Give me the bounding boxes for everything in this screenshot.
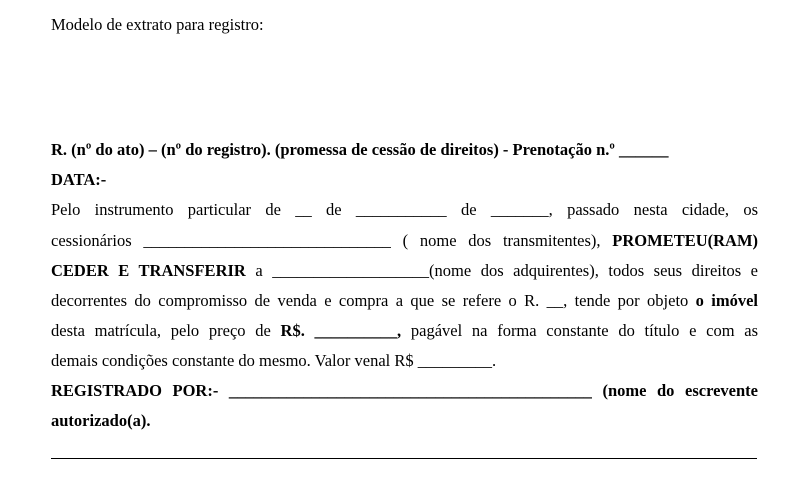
body-line-3 bbox=[51, 261, 758, 281]
heading bbox=[51, 140, 758, 160]
l1-word: cidade, bbox=[681, 200, 730, 219]
body-line-1 bbox=[51, 200, 758, 220]
intro-text: Modelo de extrato para registro: bbox=[51, 15, 264, 34]
l1-word: Pelo bbox=[51, 200, 81, 219]
l1-blank: __ bbox=[295, 200, 312, 219]
registered-line bbox=[51, 381, 758, 401]
l4-text: decorrentes do compromisso de venda e compra a que se refere o R. __, tende por objeto bbox=[51, 291, 689, 310]
body-line-2 bbox=[51, 231, 758, 251]
l1-word: de bbox=[460, 200, 477, 219]
l1-word: de bbox=[265, 200, 281, 219]
l5-text: pagável na forma constante do título e com as bbox=[410, 321, 759, 340]
authorized-line bbox=[51, 411, 758, 431]
body-line-5 bbox=[51, 321, 758, 341]
l3-text: todos seus direitos e bbox=[608, 261, 758, 280]
date-label-text: DATA:- bbox=[51, 170, 107, 189]
l1-word: de bbox=[326, 200, 342, 219]
l5-bold: R$. __________, bbox=[280, 321, 402, 340]
l1-word: os bbox=[743, 200, 759, 219]
l2-word: cessionários bbox=[51, 231, 132, 250]
l2-bold: PROMETEU(RAM) bbox=[612, 231, 759, 250]
bottom-rule bbox=[51, 458, 757, 459]
l3-text: a ___________________(nome dos adquirentes), bbox=[255, 261, 599, 280]
l6-text: demais condições constante do mesmo. Valor venal R$ _________. bbox=[51, 351, 497, 370]
registered-text: REGISTRADO POR:- ____________________________________________ (nome do escrevente bbox=[51, 381, 758, 400]
l1-word: nesta bbox=[633, 200, 668, 219]
authorized-text: autorizado(a). bbox=[51, 411, 151, 430]
date-label bbox=[51, 170, 758, 190]
l1-word: particular bbox=[187, 200, 252, 219]
l2-blank: ______________________________ bbox=[143, 231, 391, 250]
l1-word: passado bbox=[567, 200, 620, 219]
l1-blank: _______, bbox=[490, 200, 553, 219]
l2-text: ( nome dos transmitentes), bbox=[402, 231, 601, 250]
l1-word: instrumento bbox=[94, 200, 174, 219]
l4-bold: o imóvel bbox=[695, 291, 758, 310]
l3-bold: CEDER E TRANSFERIR bbox=[51, 261, 246, 280]
body-line-6 bbox=[51, 351, 758, 371]
l5-text: desta matrícula, pelo preço de bbox=[51, 321, 271, 340]
body-line-4 bbox=[51, 291, 758, 311]
l1-blank: ___________ bbox=[355, 200, 447, 219]
heading-text: R. (nº do ato) – (nº do registro). (promessa de cessão de direitos) - Prenotação n.º ______ bbox=[51, 140, 669, 159]
